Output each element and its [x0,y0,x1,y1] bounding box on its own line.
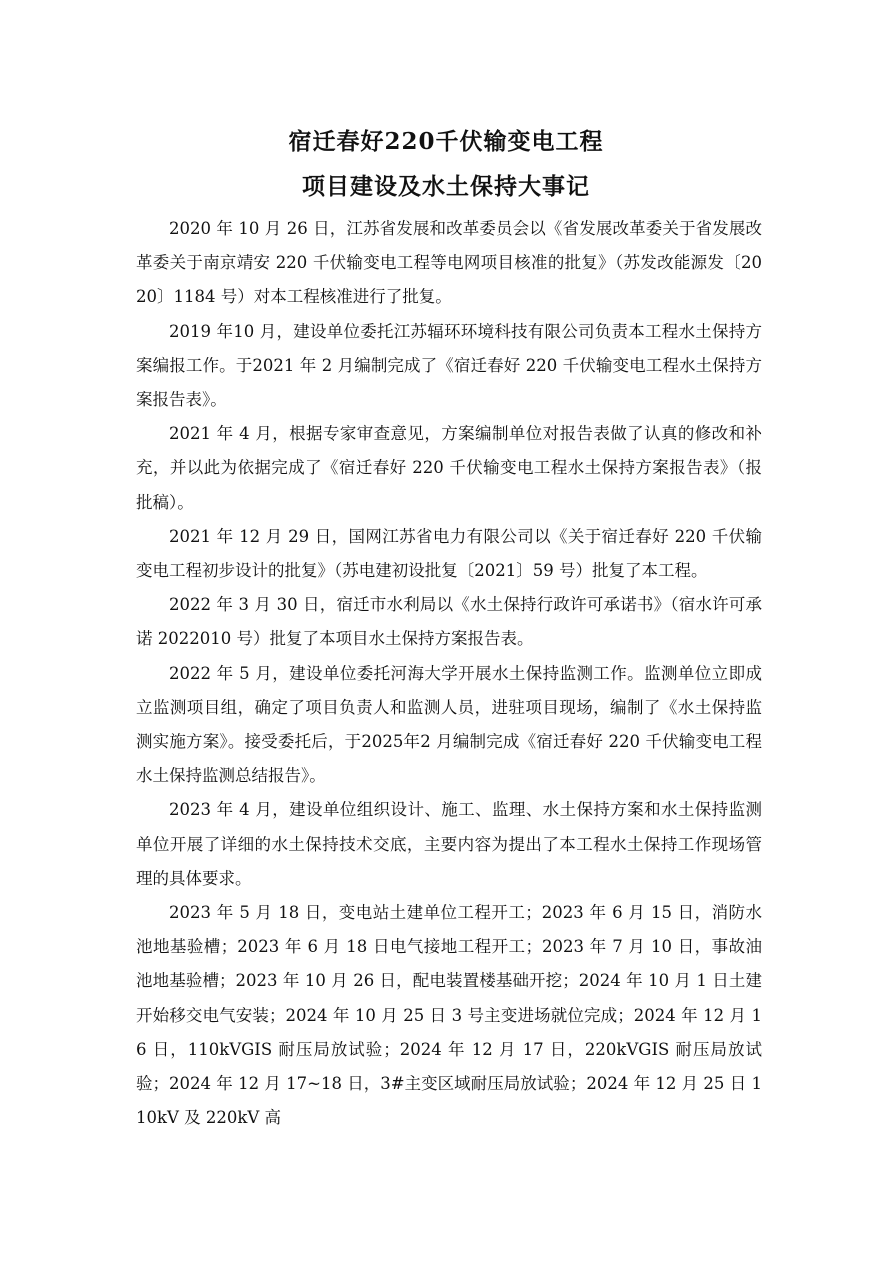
paragraph-plan-revision-2021: 2021 年 4 月，根据专家审查意见，方案编制单位对报告表做了认真的修改和补充，并以此为依据完成了《宿迁春好 220 千伏输变电工程水土保持方案报告表》（报批稿）。 [136,424,762,512]
paragraph-preliminary-design-2021: 2021 年 12 月 29 日，国网江苏省电力有限公司以《关于宿迁春好 220 千伏输变电工程初步设计的批复》（苏电建初设批复〔2021〕59 号）批复了本工程。 [136,526,762,581]
paragraph-approval-2020: 2020 年 10 月 26 日，江苏省发展和改革委员会以《省发展改革委关于省发展改革委关于南京靖安 220 千伏输变电工程等电网项目核准的批复》（苏发改能源发〔2020〕1184 号）对本工程核准进行了批复。 [136,219,762,307]
paragraph-technical-briefing-2023: 2023 年 4 月，建设单位组织设计、施工、监理、水土保持方案和水土保持监测单位开展了详细的水土保持技术交底，主要内容为提出了本工程水土保持工作现场管理的具体要求。 [136,800,762,888]
paragraph-construction-timeline: 2023 年 5 月 18 日，变电站土建单位工程开工；2023 年 6 月 15 日，消防水池地基验槽；2023 年 6 月 18 日电气接地工程开工；2023 年 7 月 10 日，事故油池地基验槽；2023 年 10 月 26 日，配电装置楼基础开挖；2024 年 10 月 1 日土建开始移交电气安装；2024 年 10 月 25 日 3 号主变进场就位完成；2024 年 12 月 16 日，110kVGIS 耐压局放试验；2024 年 12 月 17 日，220kVGIS 耐压局放试验；2024 年 12 月 17~18 日，3#主变区域耐压局放试验；2024 年 12 月 25 日 110kV 及 220kV 高 [136,903,762,1128]
document-body [136,212,762,1135]
document-title-line-2: 项目建设及水土保持大事记 [302,173,590,200]
paragraph-plan-commission-2019: 2019 年10 月，建设单位委托江苏辐环环境科技有限公司负责本工程水土保持方案编报工作。于2021 年 2 月编制完成了《宿迁春好 220 千伏输变电工程水土保持方案报告表》。 [136,321,762,410]
paragraph-water-bureau-2022: 2022 年 3 月 30 日，宿迁市水利局以《水土保持行政许可承诺书》（宿水许可承诺 2022010 号）批复了本项目水土保持方案报告表。 [136,595,762,649]
paragraph-monitoring-2022: 2022 年 5 月，建设单位委托河海大学开展水土保持监测工作。监测单位立即成立监测项目组，确定了项目负责人和监测人员，进驻项目现场，编制了《水土保持监测实施方案》。接受委托后，于2025年2 月编制完成《宿迁春好 220 千伏输变电工程水土保持监测总结报告》。 [136,663,762,786]
document-title-line-1: 宿迁春好220千伏输变电工程 [288,128,604,155]
